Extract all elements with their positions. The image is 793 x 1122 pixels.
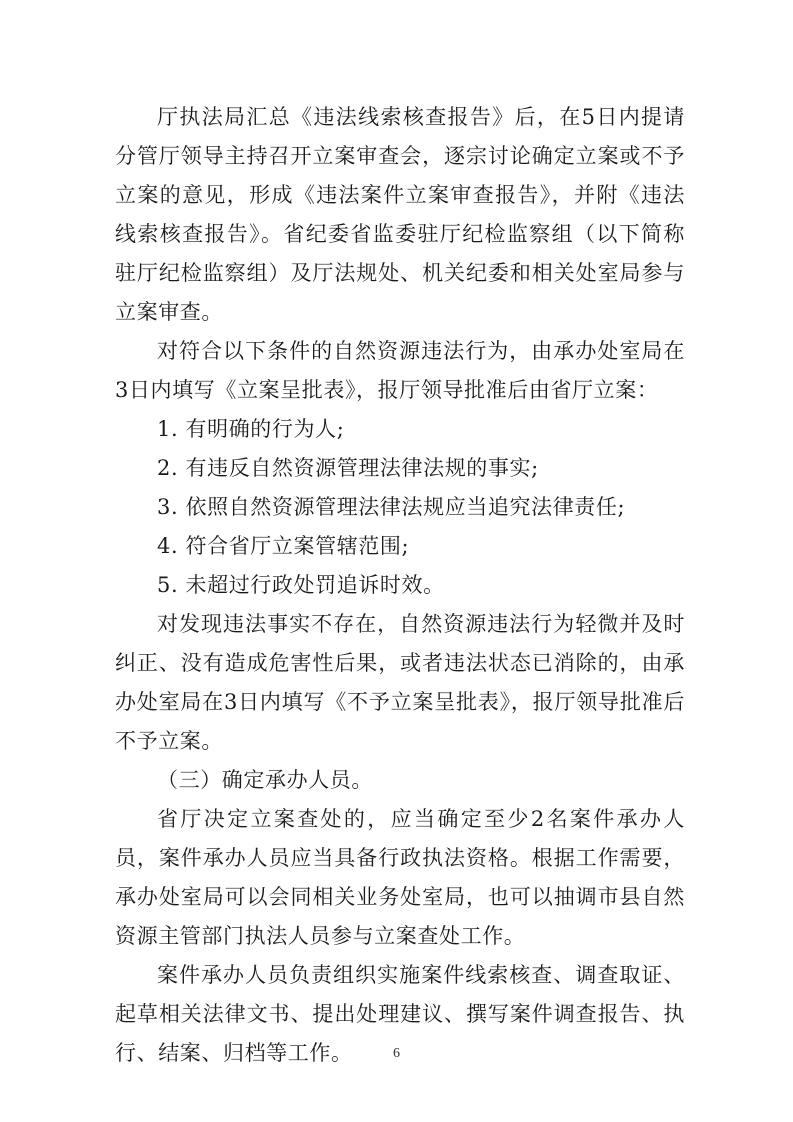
page-number: 6: [393, 1046, 400, 1061]
condition-item-4: 4. 符合省厅立案管辖范围;: [157, 534, 410, 558]
paragraph-case-review: 厅执法局汇总《违法线索核查报告》后，在5日内提请分管厅领导主持召开立案审查会，逐宗讨论确定立案或不予立案的意见，形成《违法案件立案审查报告》，并附《违法线索核查报告》。省纪委省监委驻厅纪检监察组（以下简称驻厅纪检监察组）及厅法规处、机关纪委和相关处室局参与立案审查。: [115, 105, 685, 324]
condition-item-5: 5. 未超过行政处罚追诉时效。: [157, 573, 445, 597]
condition-item-3: 3. 依照自然资源管理法律法规应当追究法律责任;: [157, 495, 626, 519]
condition-item-1: 1. 有明确的行为人;: [157, 417, 345, 441]
condition-item-2: 2. 有违反自然资源管理法律法规的事实;: [157, 456, 539, 480]
section-heading: （三）确定承办人员。: [157, 768, 373, 792]
paragraph-no-filing: 对发现违法事实不存在，自然资源违法行为轻微并及时纠正、没有造成危害性后果，或者违法状态已消除的，由承办处室局在3日内填写《不予立案呈批表》，报厅领导批准后不予立案。: [115, 612, 685, 753]
paragraph-assign-staff: 省厅决定立案查处的，应当确定至少2名案件承办人员，案件承办人员应当具备行政执法资格。根据工作需要，承办处室局可以会同相关业务处室局，也可以抽调市县自然资源主管部门执法人员参与立案查处工作。: [115, 807, 685, 948]
paragraph-staff-duties: 案件承办人员负责组织实施案件线索核查、调查取证、起草相关法律文书、提出处理建议、撰写案件调查报告、执行、结案、归档等工作。: [115, 963, 685, 1065]
paragraph-filing-conditions: 对符合以下条件的自然资源违法行为，由承办处室局在3日内填写《立案呈批表》，报厅领导批准后由省厅立案：: [115, 339, 685, 402]
document-body: [115, 98, 685, 1073]
